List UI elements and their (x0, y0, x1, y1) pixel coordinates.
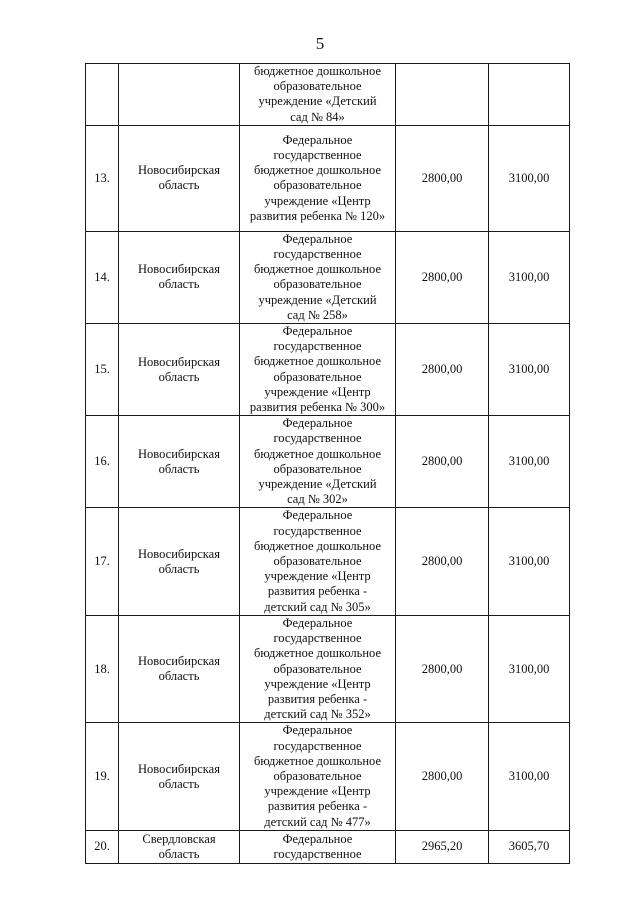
region-cell: Новосибирская область (119, 324, 240, 416)
region-cell: Новосибирская область (119, 508, 240, 615)
row-number-cell: 16. (86, 416, 119, 508)
table-row (86, 830, 570, 863)
table-row-continuation (86, 64, 570, 126)
value-2-cell: 3100,00 (489, 723, 570, 830)
value-2-cell: 3100,00 (489, 231, 570, 323)
table-row (86, 231, 570, 323)
organization-cell: Федеральное государственное бюджетное дошкольное образовательное учреждение «Детский сад № 258» (240, 231, 396, 323)
table-row (86, 723, 570, 830)
value-1-cell: 2800,00 (396, 125, 489, 231)
table-row (86, 416, 570, 508)
value-2-cell: 3100,00 (489, 324, 570, 416)
value-1-cell: 2800,00 (396, 508, 489, 615)
organization-cell: Федеральное государственное бюджетное дошкольное образовательное учреждение «Центр развития ребенка № 300» (240, 324, 396, 416)
value-2-cell (489, 64, 570, 126)
table-row (86, 324, 570, 416)
region-cell (119, 64, 240, 126)
organization-cell: Федеральное государственное бюджетное дошкольное образовательное учреждение «Центр развития ребенка - детский сад № 305» (240, 508, 396, 615)
organization-cell: Федеральное государственное бюджетное дошкольное образовательное учреждение «Центр развития ребенка - детский сад № 352» (240, 615, 396, 722)
institutions-table (85, 63, 570, 864)
region-cell: Новосибирская область (119, 125, 240, 231)
value-1-cell: 2800,00 (396, 615, 489, 722)
value-2-cell: 3605,70 (489, 830, 570, 863)
row-number-cell: 13. (86, 125, 119, 231)
organization-cell: Федеральное государственное бюджетное дошкольное образовательное учреждение «Детский сад № 302» (240, 416, 396, 508)
value-1-cell: 2800,00 (396, 416, 489, 508)
organization-cell: Федеральное государственное бюджетное дошкольное образовательное учреждение «Центр развития ребенка - детский сад № 477» (240, 723, 396, 830)
row-number-cell: 17. (86, 508, 119, 615)
page-number: 5 (315, 34, 325, 53)
value-1-cell: 2965,20 (396, 830, 489, 863)
table-row (86, 125, 570, 231)
organization-cell: бюджетное дошкольное образовательное учреждение «Детский сад № 84» (240, 64, 396, 126)
organization-cell: Федеральное государственное бюджетное дошкольное образовательное учреждение «Центр развития ребенка № 120» (240, 125, 396, 231)
row-number-cell (86, 64, 119, 126)
row-number-cell: 18. (86, 615, 119, 722)
row-number-cell: 20. (86, 830, 119, 863)
region-cell: Новосибирская область (119, 615, 240, 722)
value-2-cell: 3100,00 (489, 125, 570, 231)
value-2-cell: 3100,00 (489, 508, 570, 615)
row-number-cell: 19. (86, 723, 119, 830)
value-2-cell: 3100,00 (489, 615, 570, 722)
value-1-cell: 2800,00 (396, 723, 489, 830)
region-cell: Новосибирская область (119, 416, 240, 508)
region-cell: Свердловская область (119, 830, 240, 863)
value-1-cell (396, 64, 489, 126)
region-cell: Новосибирская область (119, 723, 240, 830)
row-number-cell: 14. (86, 231, 119, 323)
value-1-cell: 2800,00 (396, 231, 489, 323)
region-cell: Новосибирская область (119, 231, 240, 323)
table-row (86, 508, 570, 615)
row-number-cell: 15. (86, 324, 119, 416)
table-row (86, 615, 570, 722)
organization-cell: Федеральное государственное (240, 830, 396, 863)
value-1-cell: 2800,00 (396, 324, 489, 416)
value-2-cell: 3100,00 (489, 416, 570, 508)
